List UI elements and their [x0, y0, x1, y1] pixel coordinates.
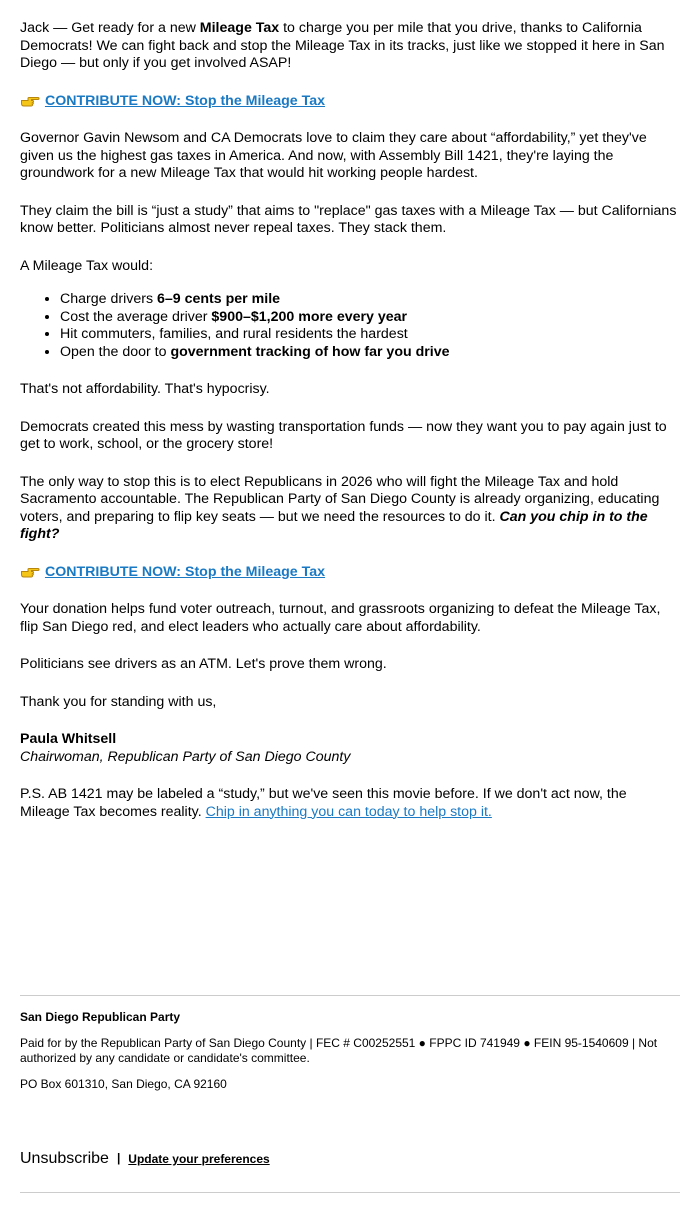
list-item: • Cost the average driver $900–$1,200 more every year — [60, 309, 680, 327]
list-item: • Charge drivers 6–9 cents per mile — [60, 291, 680, 309]
signer-name: Paula Whitsell — [20, 731, 117, 747]
footer-address: PO Box 601310, San Diego, CA 92160 — [20, 1076, 227, 1091]
mileage-tax-effects-list — [20, 291, 680, 361]
paragraph-newsom: Governor Gavin Newsom and CA Democrats love to claim they care about “affordability,” yet they've given us the highest gas taxes in America. And now, with Assembly Bill 1421, they're laying the groundwork for a new Mileage Tax that would hit working people hardest. — [20, 130, 647, 181]
contribute-cta-bottom — [20, 564, 680, 582]
pointing-hand-icon — [20, 94, 40, 107]
paragraph-donation-helps: Your donation helps fund voter outreach, turnout, and grassroots organizing to defeat the Mileage Tax, flip San Diego red, and elect leaders who actually care about affordability. — [20, 601, 661, 635]
paragraph-democrats-mess: Democrats created this mess by wasting transportation funds — now they want you to pay again just to get to work, school, or the grocery store! — [20, 418, 667, 452]
unsubscribe-row — [20, 1150, 680, 1168]
signature-block — [20, 731, 680, 766]
paragraph-study-claim: They claim the bill is “just a study” that aims to "replace" gas taxes with a Mileage Tax — but Californians know better. Politicians almost never repeal taxes. They stack them. — [20, 202, 677, 236]
contribute-now-link-top[interactable]: CONTRIBUTE NOW: Stop the Mileage Tax — [44, 92, 326, 109]
postscript: P.S. AB 1421 may be labeled a “study,” but we've seen this movie before. If we don't act now, the Mileage Tax becomes reality. Chip in anything you can today to help stop it. — [20, 786, 627, 820]
footer-disclaimer: Paid for by the Republican Party of San Diego County | FEC # C00252551 ● FPPC ID 741949 ● FEIN 95-1540609 | Not authorized by any candidate or candidate's committee. — [20, 1035, 658, 1065]
paragraph-list-intro: A Mileage Tax would: — [20, 257, 154, 274]
mileage-tax-emphasis: Mileage Tax — [199, 20, 280, 36]
signer-title: Chairwoman, Republican Party of San Diego County — [20, 748, 351, 765]
chip-in-link[interactable]: Chip in anything you can today to help stop it. — [205, 803, 492, 820]
footer-divider — [20, 1192, 680, 1193]
paragraph-thank-you: Thank you for standing with us, — [20, 693, 217, 710]
list-item: • Open the door to government tracking of how far you drive — [60, 344, 680, 362]
paragraph-elect-republicans: The only way to stop this is to elect Republicans in 2026 who will fight the Mileage Tax and hold Sacramento accountable. The Republican Party of San Diego County is already organizing, educating voters, and preparing to flip key seats — but we need the resources to do it. Can you chip in to the fight? — [20, 473, 660, 542]
chip-in-question: Can you chip in to the fight? — [20, 508, 648, 542]
footer — [20, 995, 680, 1092]
pointing-hand-icon — [20, 565, 40, 578]
hand-shape — [22, 568, 40, 577]
footer-org-name: San Diego Republican Party — [20, 1010, 181, 1024]
hand-shape — [22, 97, 40, 106]
contribute-cta-top — [20, 93, 680, 111]
paragraph-atm: Politicians see drivers as an ATM. Let's prove them wrong. — [20, 656, 387, 672]
paragraph-hypocrisy: That's not affordability. That's hypocrisy. — [20, 381, 270, 397]
footer-separator: | — [116, 1151, 121, 1165]
contribute-now-link-bottom[interactable]: CONTRIBUTE NOW: Stop the Mileage Tax — [44, 563, 326, 580]
list-item: • Hit commuters, families, and rural residents the hardest — [60, 326, 680, 344]
intro-paragraph: Jack — Get ready for a new Mileage Tax to charge you per mile that you drive, thanks to California Democrats! We can fight back and stop the Mileage Tax in its tracks, just like we stopped it here in San Diego — but only if you get involved ASAP! — [20, 20, 665, 71]
unsubscribe-link[interactable]: Unsubscribe — [20, 1150, 109, 1167]
update-preferences-link[interactable]: Update your preferences — [128, 1152, 270, 1166]
